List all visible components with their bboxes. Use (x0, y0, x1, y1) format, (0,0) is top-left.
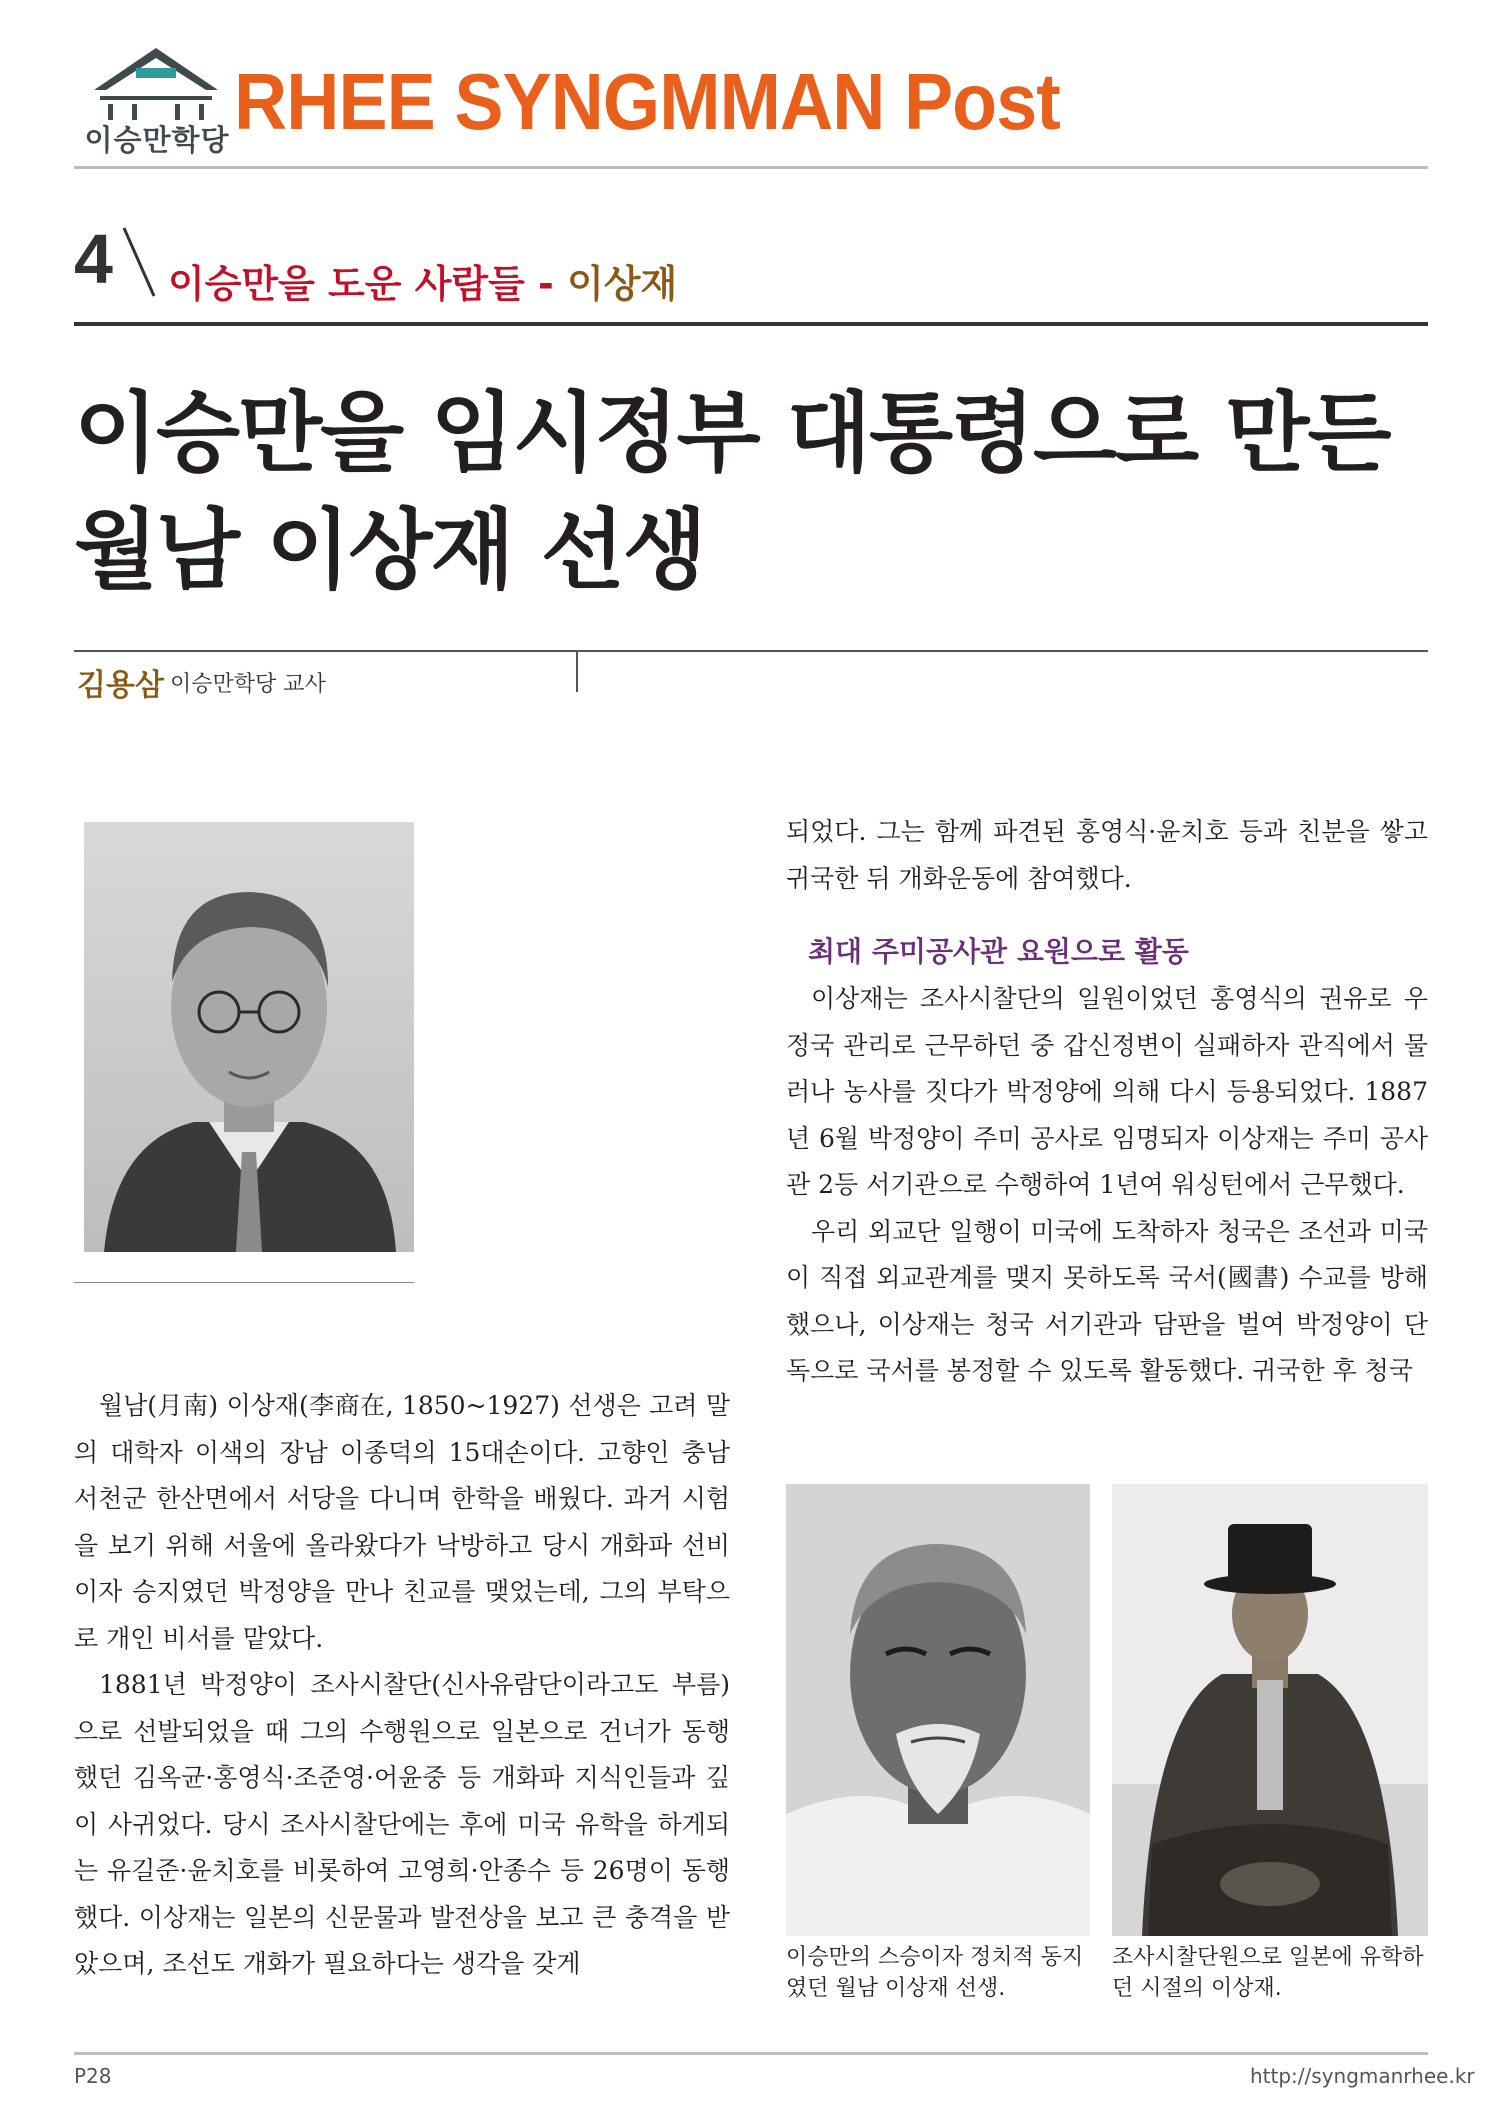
headline-line1: 이승만을 임시정부 대통령으로 만든 (74, 382, 1390, 484)
body-paragraph-continued: 되었다. 그는 함께 파견된 홍영식·윤치호 등과 친분을 쌓고 귀국한 뒤 개화운동에 참여했다. (786, 817, 1428, 893)
body-paragraph: 1881년 박정양이 조사시찰단(신사유람단이라고도 부름)으로 선발되었을 때 그의 수행원으로 일본으로 건너가 동행했던 김옥균·홍영식·조준영·어윤중 등 개화파 지식인들과 깊이 사귀었다. 당시 조사시찰단에는 후에 미국 유학을 하게되는 유길준·윤치호를 비롯하여 고영희·안종수 등 26명이 동행했다. 이상재는 일본의 신문물과 발전상을 보고 큰 충격을 받았으며, 조선도 개화가 필요하다는 생각을 갖게 (74, 1670, 730, 1978)
section-title (168, 253, 677, 308)
footer-url: http://syngmanrhee.kr (1250, 2064, 1475, 2088)
body-column-right (786, 809, 1428, 1395)
body-column-left (74, 1383, 730, 1988)
headline (74, 375, 1434, 609)
page-number: P28 (74, 2064, 112, 2088)
historical-portrait-photo-elder (786, 1484, 1090, 1936)
section-title-name: 이상재 (567, 262, 678, 306)
body-paragraph: 우리 외교단 일행이 미국에 도착하자 청국은 조선과 미국이 직접 외교관계를 맺지 못하도록 국서(國書) 수교를 방해했으나, 이상재는 청국 서기관과 담판을 벌여 박정양이 단독으로 국서를 봉정할 수 있도록 활동했다. 귀국한 후 청국 (786, 1216, 1428, 1385)
byline-divider (576, 652, 578, 692)
author-name: 김용삼 (77, 668, 164, 703)
author-portrait-photo (84, 822, 414, 1252)
body-paragraph: 이상재는 조사시찰단의 일원이었던 홍영식의 권유로 우정국 관리로 근무하던 중 갑신정변이 실패하자 관직에서 물러나 농사를 짓다가 박정양에 의해 다시 등용되었다. 1887년 6월 박정양이 주미 공사로 임명되자 이상재는 주미 공사관 2등 서기관으로 수행하여 1년여 워싱턴에서 근무했다. (786, 984, 1428, 1199)
headline-line2: 월남 이상재 선생 (74, 499, 705, 601)
section-rule (74, 322, 1428, 326)
portrait-rule (74, 1282, 414, 1283)
footer-rule (74, 2052, 1428, 2055)
subheading: 최대 주미공사관 요원으로 활동 (808, 935, 1189, 968)
logo-text: 이승만학당 (84, 123, 230, 157)
body-paragraph: 월남(月南) 이상재(李商在, 1850~1927) 선생은 고려 말의 대학자 이색의 장남 이종덕의 15대손이다. 고향인 충남 서천군 한산면에서 서당을 다니며 한학을 배웠다. 과거 시험을 보기 위해 서울에 올라왔다가 낙방하고 당시 개화파 선비이자 승지였던 박정양을 만나 친교를 맺었는데, 그의 부탁으로 개인 비서를 맡았다. (74, 1391, 730, 1653)
section-title-prefix: 이승만을 도운 사람들 - (168, 262, 568, 306)
author-role: 이승만학당 교사 (170, 672, 326, 697)
masthead-title: RHEE SYNGMMAN Post (234, 57, 1060, 146)
photo-caption: 조사시찰단원으로 일본에 유학하던 시절의 이상재. (1112, 1945, 1424, 2001)
photo-caption: 이승만의 스승이자 정치적 동지였던 월남 이상재 선생. (786, 1945, 1084, 2001)
section-number: 4 (74, 220, 113, 298)
section-slash-divider (120, 222, 160, 302)
header-rule (74, 166, 1428, 169)
historical-portrait-photo-young (1112, 1484, 1428, 1936)
byline-rule (74, 650, 1428, 652)
